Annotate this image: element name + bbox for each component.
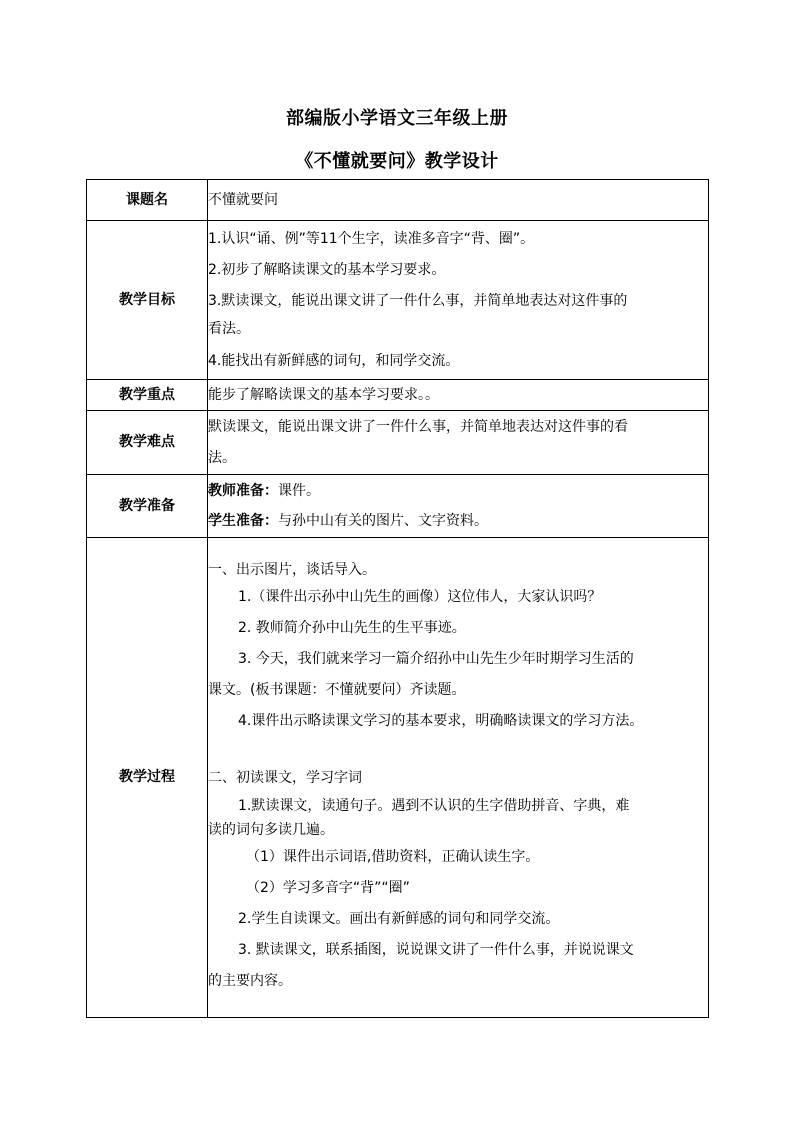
lesson-name-label: 课题名 <box>87 180 208 221</box>
row-process <box>87 538 709 1018</box>
preparation-content <box>208 475 709 538</box>
process-step: 4.课件出示略读课文学习的基本要求，明确略读课文的学习方法。 <box>238 712 644 729</box>
process-step: 的主要内容。 <box>208 972 292 989</box>
goals-content <box>208 221 709 380</box>
difficulty-line: 默读课文，能说出课文讲了一件什么事，并简单地表达对这件事的看 <box>208 418 628 435</box>
process-step: （1）课件出示词语,借助资料，正确认读生字。 <box>246 848 540 865</box>
row-difficulty <box>87 411 709 475</box>
teacher-prep-value: 课件。 <box>278 483 320 499</box>
process-step: 3. 今天，我们就来学习一篇介绍孙中山先生少年时期学习生活的 <box>238 650 634 667</box>
process-step: （2）学习多音字“背”“圈” <box>246 879 410 896</box>
goal-item: 2.初步了解略读课文的基本学习要求。 <box>208 261 446 278</box>
process-step: 2.学生自读课文。画出有新鲜感的词句和同学交流。 <box>238 910 560 927</box>
goal-item: 1.认识“诵、例”等11个生字，读准多音字“背、圈”。 <box>208 230 535 247</box>
row-key-point <box>87 380 709 411</box>
document-subtitle: 《不懂就要问》教学设计 <box>295 151 499 172</box>
key-point-label: 教学重点 <box>87 380 208 411</box>
row-goals <box>87 221 709 380</box>
preparation-label: 教学准备 <box>87 475 208 538</box>
process-label: 教学过程 <box>87 538 208 1018</box>
section-spacer <box>208 737 708 763</box>
teacher-prep-label: 教师准备： <box>208 483 278 499</box>
student-prep <box>208 506 708 536</box>
goal-item: 4.能找出有新鲜感的词句，和同学交流。 <box>208 352 460 369</box>
lesson-plan-table <box>86 179 709 1018</box>
teacher-prep <box>208 476 708 506</box>
process-content <box>208 538 709 1018</box>
goal-item: 看法。 <box>208 320 250 337</box>
process-step: 读的词句多读几遍。 <box>208 821 334 838</box>
difficulty-label: 教学难点 <box>87 411 208 475</box>
key-point-value: 能步了解略读课文的基本学习要求。。 <box>208 380 709 411</box>
document-title: 部编版小学语文三年级上册 <box>286 108 508 129</box>
process-section-title: 二、初读课文，学习字词 <box>208 769 362 786</box>
row-preparation <box>87 475 709 538</box>
process-section-title: 一、出示图片，谈话导入。 <box>208 561 376 578</box>
process-step: 1.（课件出示孙中山先生的画像）这位伟人，大家认识吗？ <box>238 588 602 605</box>
difficulty-line: 法。 <box>208 449 236 466</box>
lesson-name-value: 不懂就要问 <box>208 180 709 221</box>
process-step: 2. 教师简介孙中山先生的生平事迹。 <box>238 619 466 636</box>
goals-label: 教学目标 <box>87 221 208 380</box>
process-step: 1.默读课文，读通句子。遇到不认识的生字借助拼音、字典，难 <box>238 797 630 814</box>
row-lesson-name <box>87 180 709 221</box>
goal-item: 3.默读课文，能说出课文讲了一件什么事，并简单地表达对这件事的 <box>208 292 628 309</box>
process-step: 课文。(板书课题：不懂就要问）齐读题。 <box>208 681 466 698</box>
student-prep-value: 与孙中山有关的图片、文字资料。 <box>278 513 488 529</box>
difficulty-content <box>208 411 709 475</box>
process-step: 3. 默读课文，联系插图，说说课文讲了一件什么事，并说说课文 <box>238 941 634 958</box>
student-prep-label: 学生准备： <box>208 513 278 529</box>
